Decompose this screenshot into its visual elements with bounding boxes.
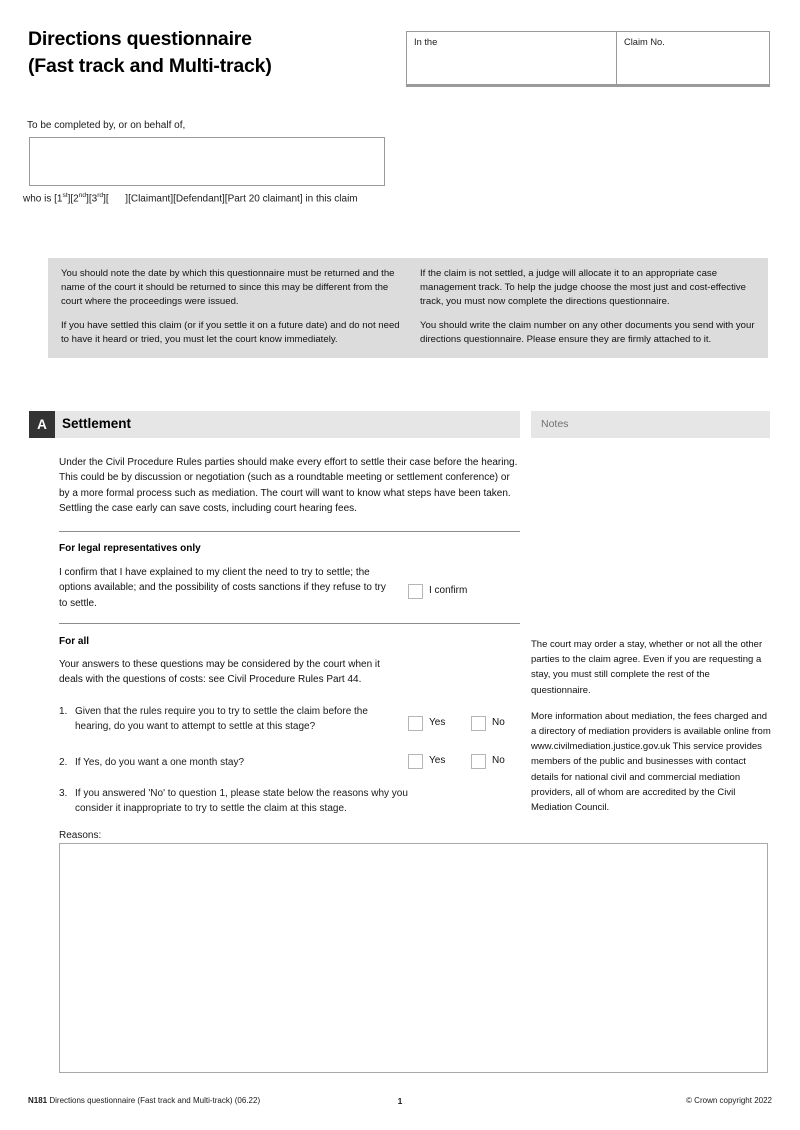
page-footer [0, 1096, 800, 1110]
section-a-title: Settlement [62, 416, 132, 431]
claim-number-label: Claim No. [624, 37, 665, 47]
notice-left-paragraph-2: If you have settled this claim (or if you settle it on a future date) and do not need to have it heard or tried, you must let the court know immediately. [61, 320, 400, 345]
footer-form-code: N181 [28, 1096, 48, 1105]
question-1-yes-checkbox[interactable] [408, 716, 423, 731]
question-2-no-label: No [492, 755, 505, 766]
section-a-header [29, 411, 520, 438]
notes-paragraph-1: The court may order a stay, whether or not all the other parties to the claim agree. Even if you are requesting a stay, you must still complete the rest of the questionnaire. [531, 639, 763, 696]
question-3-number: 3. [59, 788, 68, 799]
who-is-mid-2: ][3 [86, 193, 98, 205]
notice-column-right [420, 267, 763, 347]
question-3 [59, 786, 409, 817]
claim-number-field[interactable] [616, 31, 770, 87]
page-title-line-2: (Fast track and Multi-track) [28, 54, 272, 77]
notes-column [531, 637, 771, 815]
who-is-suffix: ][ ][Claimant][Defendant][Part 20 claimant] in this claim [103, 193, 358, 205]
who-is-line [23, 192, 358, 204]
footer-form-name: Directions questionnaire (Fast track and Multi-track) (06.22) [49, 1096, 261, 1105]
confirm-checkbox-label: I confirm [429, 585, 468, 596]
question-2 [59, 755, 404, 770]
notice-panel [48, 258, 768, 358]
notice-column-left [61, 267, 404, 347]
section-a-letter-badge: A [29, 411, 55, 438]
notes-header [531, 411, 770, 438]
footer-copyright: © Crown copyright 2022 [686, 1096, 772, 1105]
confirm-checkbox[interactable] [408, 584, 423, 599]
question-2-yes-label: Yes [429, 755, 446, 766]
question-2-no-checkbox[interactable] [471, 754, 486, 769]
who-is-sup-2: nd [78, 192, 87, 199]
completed-by-label: To be completed by, or on behalf of, [27, 120, 186, 131]
divider-after-legal-reps [59, 623, 520, 624]
question-1-number: 1. [59, 706, 68, 717]
notice-right-paragraph-2: You should write the claim number on any other documents you send with your directions questionnaire. Please ensure they are firmly attached to it. [420, 320, 755, 345]
notes-header-label: Notes [541, 418, 569, 430]
in-the-court-field[interactable] [406, 31, 617, 87]
legal-reps-heading: For legal representatives only [59, 543, 201, 554]
notes-paragraph-2: More information about mediation, the fees charged and a directory of mediation providers is available online from www.civilmediation.justice.gov.uk This service provides members of the public and businesses with contact details for national civil and commercial mediation providers, all of whom are accredited by the Civil Mediation Council. [531, 710, 771, 813]
question-1-no-label: No [492, 717, 505, 728]
section-a-intro: Under the Civil Procedure Rules parties should make every effort to settle their case before the hearing. This could be by discussion or negotiation (such as a roundtable meeting or settlement conference) or by a more formal process such as mediation. The court will want to know what steps have been taken. Settling the case early can save costs, including court hearing fees. [59, 457, 518, 514]
for-all-heading: For all [59, 636, 90, 647]
reasons-label: Reasons: [59, 830, 102, 841]
question-2-number: 2. [59, 757, 68, 768]
who-is-mid-1: ][2 [67, 193, 79, 205]
page-title-line-1: Directions questionnaire [28, 28, 252, 50]
question-2-yes-checkbox[interactable] [408, 754, 423, 769]
notice-right-paragraph-1: If the claim is not settled, a judge will allocate it to an appropriate case management track. To help the judge choose the most just and cost-effective track, you must now complete the directions questionnaire. [420, 268, 747, 307]
completed-by-input[interactable] [29, 137, 385, 186]
question-2-text: If Yes, do you want a one month stay? [75, 757, 245, 768]
who-is-sup-3: rd [97, 192, 104, 199]
who-is-sup-1: st [62, 192, 68, 199]
who-is-prefix: who is [1 [23, 193, 63, 205]
question-1 [59, 704, 404, 735]
question-3-text: If you answered 'No' to question 1, please state below the reasons why you consider it inappropriate to try to settle the claim at this stage. [75, 788, 408, 815]
reasons-textarea[interactable] [59, 843, 768, 1073]
notice-left-paragraph-1: You should note the date by which this questionnaire must be returned and the name of the court it should be returned to since this may be different from the court where the proceedings were issued. [61, 268, 395, 307]
for-all-text: Your answers to these questions may be considered by the court when it deals with the questions of costs: see Civil Procedure Rules Part 44. [59, 659, 380, 686]
page-title [28, 26, 388, 79]
question-1-text: Given that the rules require you to try to settle the claim before the hearing, do you want to attempt to settle at this stage? [75, 706, 368, 733]
divider-after-intro [59, 531, 520, 532]
footer-page-number: 1 [397, 1096, 403, 1106]
legal-reps-text: I confirm that I have explained to my client the need to try to settle; the options available; and the possibility of costs sanctions if they refuse to try to settle. [59, 567, 386, 609]
in-the-label: In the [414, 37, 438, 47]
question-1-no-checkbox[interactable] [471, 716, 486, 731]
question-1-yes-label: Yes [429, 717, 446, 728]
